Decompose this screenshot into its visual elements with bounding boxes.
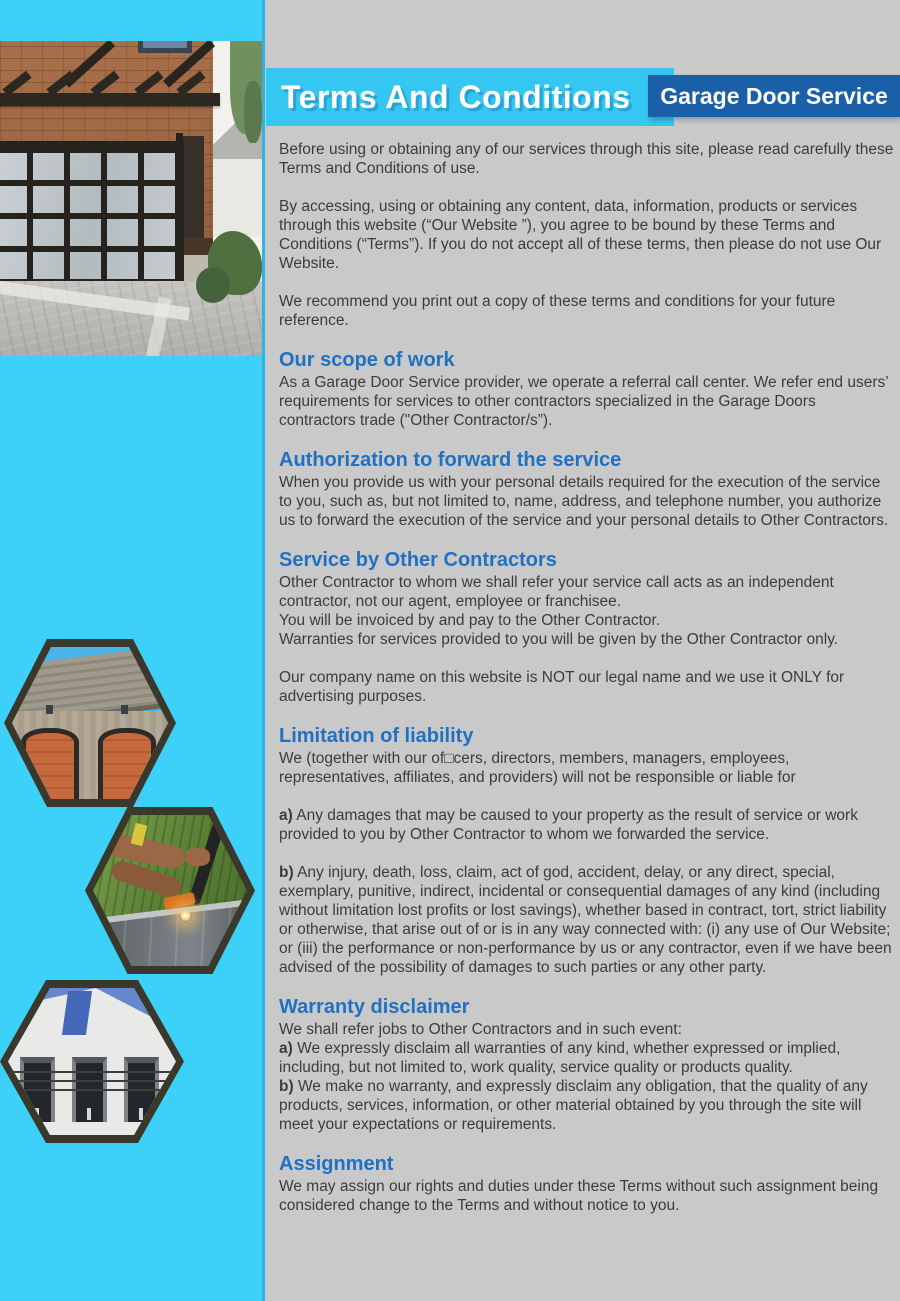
hero-garage-door-photo [0,41,262,356]
intro-paragraph: Before using or obtaining any of our services through this site, please read carefully these Terms and Conditions of use. [279,141,894,177]
page-title: Terms And Conditions [281,78,631,115]
railing [8,1071,176,1073]
text-run: We (together with our of□cers, directors, members, managers, employees, representatives, affiliates, and providers) will not be responsible or liable for [279,750,796,786]
text-run: Any injury, death, loss, claim, act of god, accident, delay, or any direct, special, exemplary, punitive, indirect, incidental or consequential damages of any kind (including without limitation lost profits or lost savings), whether based in contract, tort, strict liability or otherwise, that arise out of or is in any way connected with: (i) any use of Our Website; or (iii) the performance or non-performance by us or any contractor, even if we have been advised of the possibility of damages to such parties or any other party. [279,864,892,976]
spark [179,909,192,922]
dock-bumper [35,1108,39,1120]
section-paragraph [279,573,895,649]
bush [196,267,230,303]
railing [8,1089,176,1091]
text-line [279,473,895,530]
glass-garage-door [0,141,184,287]
railing [8,1080,176,1082]
tree [244,81,262,143]
section-paragraph [279,373,895,430]
text-line [279,573,895,611]
hex-photo-door-repair-image [93,815,247,966]
hex-photo-garage-doors-image [12,647,168,799]
text-line [279,1077,895,1134]
section-paragraph [279,863,895,977]
content-column [262,0,900,1301]
title-banner [266,68,674,126]
text-line [279,373,895,430]
section-paragraph [279,668,895,706]
list-marker: a) [279,1040,293,1057]
section-heading-authorization: Authorization to forward the service [279,449,622,471]
section-paragraph [279,473,895,530]
hex-photo-loading-docks [0,980,184,1143]
section-heading-our-scope-of-work: Our scope of work [279,349,455,371]
sidebar [0,0,262,1301]
text-run: Other Contractor to whom we shall refer your service call acts as an independent contractor, not our agent, employee or franchisee. [279,574,834,610]
section-paragraph [279,749,895,787]
dock-bumper [87,1108,91,1120]
section-paragraph [279,1177,895,1215]
house-window [138,41,192,53]
intro-paragraph: We recommend you print out a copy of these terms and conditions for your future reference. [279,293,836,329]
section-heading-warranty-disclaimer: Warranty disclaimer [279,996,470,1018]
text-run: When you provide us with your personal details required for the execution of the service to you, such as, but not limited to, name, address, and telephone number, you authorize us to forward the execution of the service and your personal details to Other Contractors. [279,474,889,529]
text-run: Any damages that may be caused to your property as the result of service or work provided to you by Other Contractor to whom we forwarded the service. [279,807,858,843]
text-run: We may assign our rights and duties under these Terms without such assignment being considered change to the Terms and without notice to you. [279,1178,879,1214]
text-run: We make no warranty, and expressly disclaim any obligation, that the quality of any products, services, information, or other material obtained by you through the site will meet your expectations or requirements. [279,1078,868,1133]
text-line [279,668,895,706]
hex-photo-garage-doors [4,639,176,807]
text-run: Warranties for services provided to you will be given by the Other Contractor only. [279,631,839,648]
wall-lamp [46,705,53,714]
list-marker: a) [279,807,293,824]
technician-hand [185,848,210,866]
section-paragraph [279,806,895,844]
terms-text [279,140,895,1215]
brand-banner [648,75,900,117]
intro-paragraph: By accessing, using or obtaining any content, data, information, products or services through this website (“Our Website ”), you agree to be bound by these Terms and Conditions (“Terms”). If you do not accept all of these terms, then please do not use Our Website. [279,198,882,272]
text-line [279,1020,895,1039]
text-line [279,1177,895,1215]
neighbor-wall [213,159,262,237]
text-run: We shall refer jobs to Other Contractors and in such event: [279,1021,682,1038]
section-heading-service-by-other-contractors: Service by Other Contractors [279,549,557,571]
dock-bumper [139,1108,143,1120]
wall-lamp [121,705,128,714]
text-run: We expressly disclaim all warranties of any kind, whether expressed or implied, including, but not limited to, work quality, service quality or products quality. [279,1040,841,1076]
text-line [279,630,895,649]
orange-garage-door [98,728,156,799]
hex-photo-loading-docks-image [8,988,176,1135]
text-line [279,749,895,787]
pergola-beam [0,93,220,106]
text-run: Our company name on this website is NOT our legal name and we use it ONLY for advertising purposes. [279,669,845,705]
section-heading-limitation-of-liability: Limitation of liability [279,725,474,747]
text-line [279,611,895,630]
text-line [279,1039,895,1077]
text-line [279,806,895,844]
section-paragraph [279,1020,895,1134]
list-marker: b) [279,864,294,881]
list-marker: b) [279,1078,294,1095]
brand-name: Garage Door Service [660,82,888,109]
corner-trim [183,136,204,240]
section-heading-assignment: Assignment [279,1153,394,1175]
orange-garage-door [21,728,79,799]
text-line [279,863,895,977]
text-run: You will be invoiced by and pay to the Other Contractor. [279,612,661,629]
text-run: As a Garage Door Service provider, we operate a referral call center. We refer end users’ requirements for services to other contractors specialized in the Garage Doors contractors trade ("Other Contractor/s”). [279,374,889,429]
hex-photo-door-repair [85,807,255,974]
